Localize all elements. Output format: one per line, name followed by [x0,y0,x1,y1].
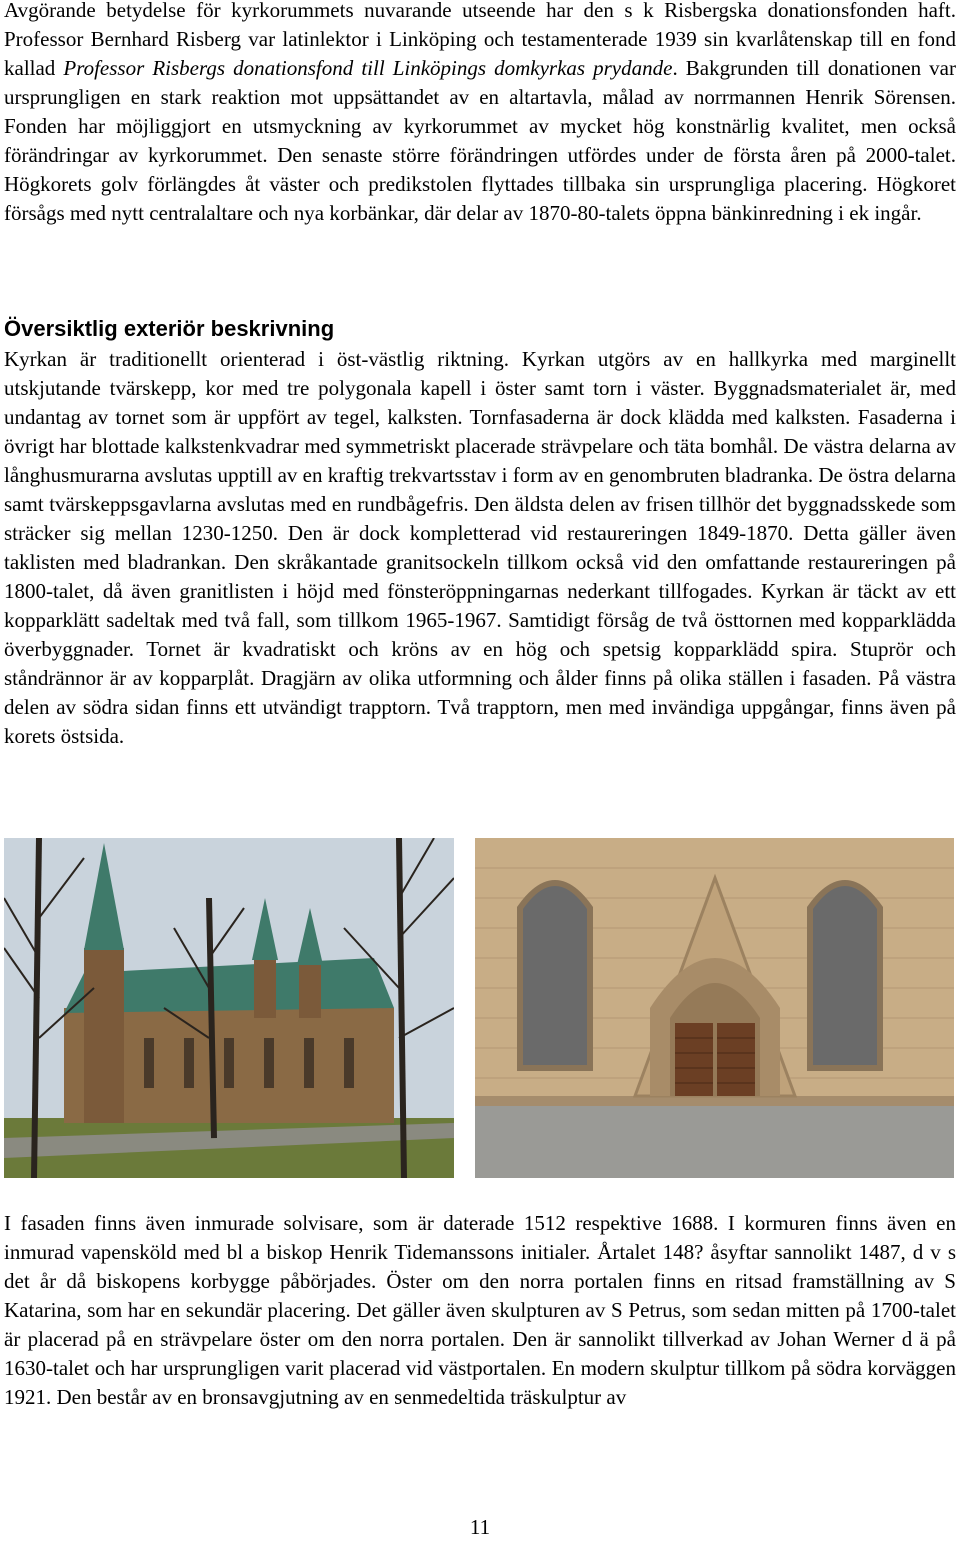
cathedral-exterior-photo [4,838,454,1178]
page-number: 11 [469,1515,491,1539]
intro-text-2: . Bakgrunden till donationen var ursprungligen en stark reaktion mot uppsättandet av en altartavla, målad av norrmannen Henrik Sörensen. Fonden har möjliggjort en utsmyckning av kyrkorummet av mycket hög konstnärlig kvalitet, men också förändringar av kyrkorummet. Den senaste större förändringen utfördes under de första åren på 2000-talet. Högkorets golv förlängdes åt väster och predikstolen flyttades tillbaka sin ursprungliga placering. Högkoret försågs med nytt centralaltare och nya korbänkar, där delar av 1870-80-talets öppna bänkinredning i ek ingår. [4,56,956,225]
fund-name: Professor Risbergs donationsfond till Linköpings domkyrkas prydande [63,56,673,80]
solvisare-paragraph: I fasaden finns även inmurade solvisare, som är daterade 1512 respektive 1688. I kormuren finns även en inmurad vapensköld med bl a biskop Henrik Tidemanssons initialer. Årtalet 148? åsyftar sannolikt 1487, d v s det år då biskopens korbygge påbörjades. Öster om den norra portalen finns en ritsad framställning av S Katarina, som har en sekundär placering. Det gäller även skulpturen av S Petrus, som sedan mitten på 1700-talet är placerad på en strävpelare öster om den norra portalen. Den är sannolikt tillverkad av Johan Werner d ä på 1630-talet och har ursprungligen varit placerad vid västportalen. En modern skulptur tillkom på södra korväggen 1921. Den består av en bronsavgjutning av en senmedeltida träskulptur av [4,1211,956,1409]
section-heading: Översiktlig exteriör beskrivning [4,316,335,341]
exterior-description-paragraph: Kyrkan är traditionellt orienterad i öst-västlig riktning. Kyrkan utgörs av en hallkyrka med marginellt utskjutande tvärskepp, kor med tre polygonala kapell i öster samt torn i väster. Byggnadsmaterialet är, med undantag av tornet som är uppfört av tegel, kalksten. Tornfasaderna är dock klädda med kalksten. Fasaderna i övrigt har blottade kalkstenkvadrar med symmetriskt placerade strävpelare och täta bomhål. De västra delarna av långhusmurarna avslutas upptill av en kraftig trekvartsstav i form av en genombruten bladranka. De östra delarna samt tvärskeppsgavlarna avslutas med en rundbågefris. Den äldsta delen av frisen tillhör det byggnadsskede som sträcker sig mellan 1230-1250. Den är dock kompletterad vid restaureringen 1849-1870. Detta gäller även taklisten med bladrankan. Den skråkantade granitsockeln tillkom också vid den omfattande restaureringen på 1800-talet, då även granitlisten i höjd med fönsteröppningarnas nederkant tillfogades. Kyrkan är täckt av ett kopparklätt sadeltak med två fall, som tillkom 1965-1967. Samtidigt försåg de två östtornen med kopparklädda överbyggnader. Tornet är kvadratiskt och kröns av en hög och spetsig kopparklädd spira. Stuprör och ståndrännor är av kopparplåt. Dragjärn av olika utformning och ålder finns på olika ställen i fasaden. På västra delen av södra sidan finns ett utvändigt trapptorn. Två trapptorn, men med invändiga uppgångar, finns även på korets östsida. [4,347,956,748]
intro-paragraph [4,0,956,228]
intro-text-1: Avgörande betydelse för kyrkorummets nuvarande utseende har den s k Risbergska donationsfonden haft. Professor Bernhard Risberg var latinlektor i Linköping och testamenterade 1939 sin kvarlåtenskap till en fond kallad [4,0,956,80]
cathedral-portal-photo [475,838,954,1178]
